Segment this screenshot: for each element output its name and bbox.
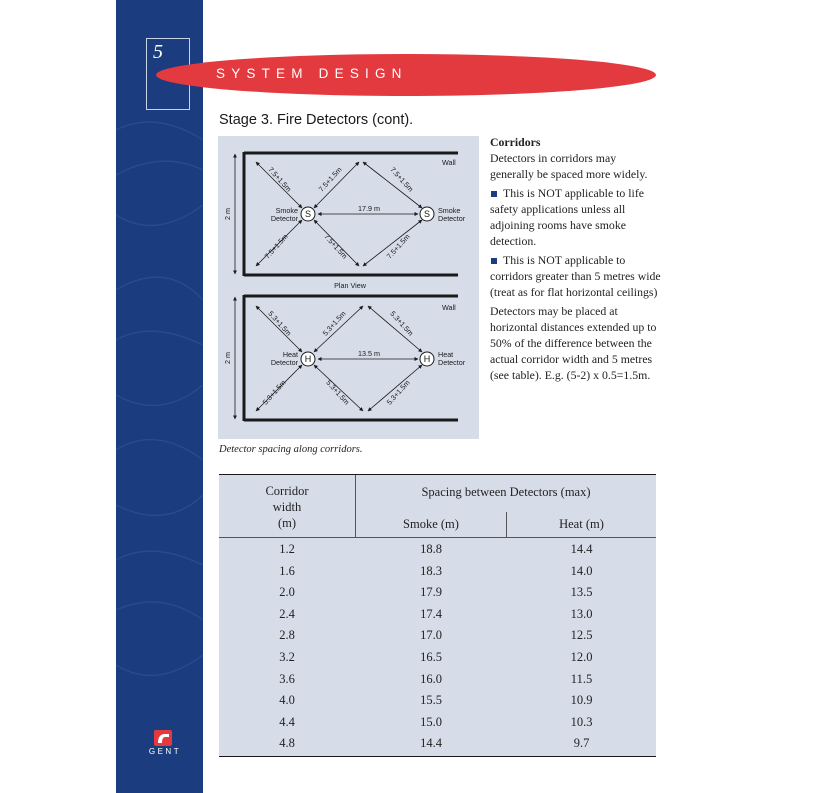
smoke-cell: 16.5 [420, 649, 442, 664]
heat-cell: 11.5 [570, 671, 593, 686]
heat-cell: 9.7 [573, 736, 590, 751]
notes-intro: Detectors in corridors may generally be spaced more widely. [490, 151, 648, 181]
smoke-cell: 18.8 [420, 542, 442, 556]
smoke-cell: 16.0 [420, 671, 442, 686]
notes-bullet-2-text: This is NOT applicable to corridors greater than 5 metres wide (treat as for flat horizontal ceilings) [490, 253, 661, 299]
smoke-cell: 15.5 [420, 693, 442, 708]
band-texture [116, 0, 203, 793]
width-cell: 4.0 [279, 693, 295, 708]
heat-symbol-right: H [423, 354, 431, 364]
gent-logo-icon [154, 730, 172, 746]
table-row [219, 669, 656, 691]
page-heading: Stage 3. Fire Detectors (cont). [219, 112, 414, 128]
heat-header: Heat (m) [559, 517, 604, 531]
gent-logo [142, 730, 188, 760]
table-row [219, 733, 656, 755]
banner-title: SYSTEM DESIGN [216, 66, 408, 81]
corridor-width-header-line2: width [272, 500, 302, 514]
lower-wall-label: Wall [442, 303, 456, 312]
heat-cell: 12.0 [570, 649, 593, 664]
table-row [219, 647, 656, 669]
side-band [116, 0, 203, 793]
lower-left-detector-line1: Heat [282, 350, 298, 359]
width-cell: 2.4 [279, 606, 295, 621]
upper-right-detector-line2: Detector [438, 214, 466, 223]
bullet-icon [491, 191, 497, 197]
upper-diag-label-5: 7.5+1.5m [388, 165, 416, 194]
heat-cell: 13.0 [570, 606, 593, 621]
notes-bullet-1-text: This is NOT applicable to life safety applications unless all adjoining rooms have smoke detection. [490, 186, 644, 248]
table-row [219, 690, 656, 712]
spacing-header: Spacing between Detectors (max) [421, 485, 591, 499]
table-body [219, 539, 656, 755]
gent-logo-text: GENT [148, 747, 182, 756]
heat-cell: 13.5 [570, 585, 593, 600]
smoke-cell: 15.0 [420, 714, 442, 729]
lower-left-detector-line2: Detector [270, 358, 298, 367]
smoke-cell: 18.3 [420, 563, 442, 578]
notes-bullet-2 [490, 252, 662, 300]
table-row [219, 604, 656, 626]
width-cell: 1.6 [279, 563, 295, 578]
heat-cell: 10.9 [570, 693, 593, 708]
heat-cell: 14.0 [570, 563, 593, 578]
upper-right-detector-line1: Smoke [438, 206, 461, 215]
upper-diag-label-4: 7.5+1.5m [322, 232, 350, 261]
upper-diag-label-1: 7.5+1.5m [266, 165, 294, 194]
heat-symbol-left: H [304, 354, 312, 364]
lower-diag-label-1: 5.3+1.5m [266, 309, 294, 338]
width-cell: 2.8 [279, 628, 295, 643]
corridor-diagram-svg [218, 136, 479, 439]
upper-corridor [223, 152, 466, 276]
upper-width-label: 2 m [223, 208, 232, 220]
corridor-width-header-line3: (m) [277, 516, 297, 530]
width-cell: 4.8 [279, 736, 295, 751]
upper-wall-label: Wall [442, 158, 456, 167]
table-row [219, 712, 656, 734]
chapter-number: 5 [153, 41, 163, 63]
lower-corridor [223, 295, 466, 421]
notes-bullet-1 [490, 185, 662, 249]
upper-left-detector-line1: Smoke [275, 206, 298, 215]
lower-diag-label-2: 5.3+1.5m [260, 378, 288, 407]
corridor-width-header [219, 483, 355, 531]
upper-diag-label-3: 7.5+1.5m [316, 165, 344, 194]
table-row [219, 582, 656, 604]
table-header-rule [219, 537, 656, 538]
corridor-notes [490, 134, 662, 386]
upper-diag-label-6: 7.5+1.5m [384, 232, 412, 261]
table-row [219, 561, 656, 583]
width-cell: 3.2 [279, 649, 295, 664]
heat-cell: 10.3 [570, 714, 593, 729]
upper-left-detector-line2: Detector [270, 214, 298, 223]
smoke-header: Smoke (m) [403, 517, 459, 531]
lower-diag-label-5: 5.3+1.5m [388, 309, 416, 338]
smoke-cell: 14.4 [420, 736, 442, 751]
lower-width-label: 2 m [223, 352, 232, 364]
smoke-cell: 17.4 [420, 606, 442, 621]
lower-diag-label-3: 5.3+1.5m [320, 309, 348, 338]
spacing-table [219, 474, 656, 757]
corridor-diagram [218, 136, 479, 439]
width-cell: 1.2 [279, 542, 295, 556]
upper-diag-label-2: 7.5+1.5m [262, 232, 290, 261]
width-cell: 4.4 [279, 714, 295, 729]
width-cell: 2.0 [279, 585, 295, 600]
corridor-width-header-line1: Corridor [265, 484, 309, 498]
diagram-caption: Detector spacing along corridors. [219, 444, 363, 455]
smoke-cell: 17.0 [420, 628, 442, 643]
upper-spacing-label: 17.9 m [358, 204, 380, 213]
lower-right-detector-line1: Heat [438, 350, 454, 359]
table-row [219, 625, 656, 647]
lower-right-detector-line2: Detector [438, 358, 466, 367]
notes-heading: Corridors [490, 135, 541, 149]
lower-spacing-label: 13.5 m [358, 349, 380, 358]
notes-paragraph: Detectors may be placed at horizontal distances extended up to 50% of the difference between the actual corridor width and 5 metres (see table). E.g. (5-2) x 0.5=1.5m. [490, 304, 657, 382]
smoke-symbol-right: S [423, 209, 431, 219]
bullet-icon [491, 258, 497, 264]
heat-cell: 12.5 [570, 628, 593, 643]
lower-diag-label-6: 5.3+1.5m [384, 378, 412, 407]
plan-view-label: Plan View [334, 281, 366, 290]
width-cell: 3.6 [279, 671, 295, 686]
lower-diag-label-4: 5.3+1.5m [324, 378, 352, 407]
smoke-cell: 17.9 [420, 585, 442, 600]
smoke-symbol-left: S [304, 209, 312, 219]
table-row [219, 539, 656, 561]
heat-cell: 14.4 [570, 542, 593, 556]
